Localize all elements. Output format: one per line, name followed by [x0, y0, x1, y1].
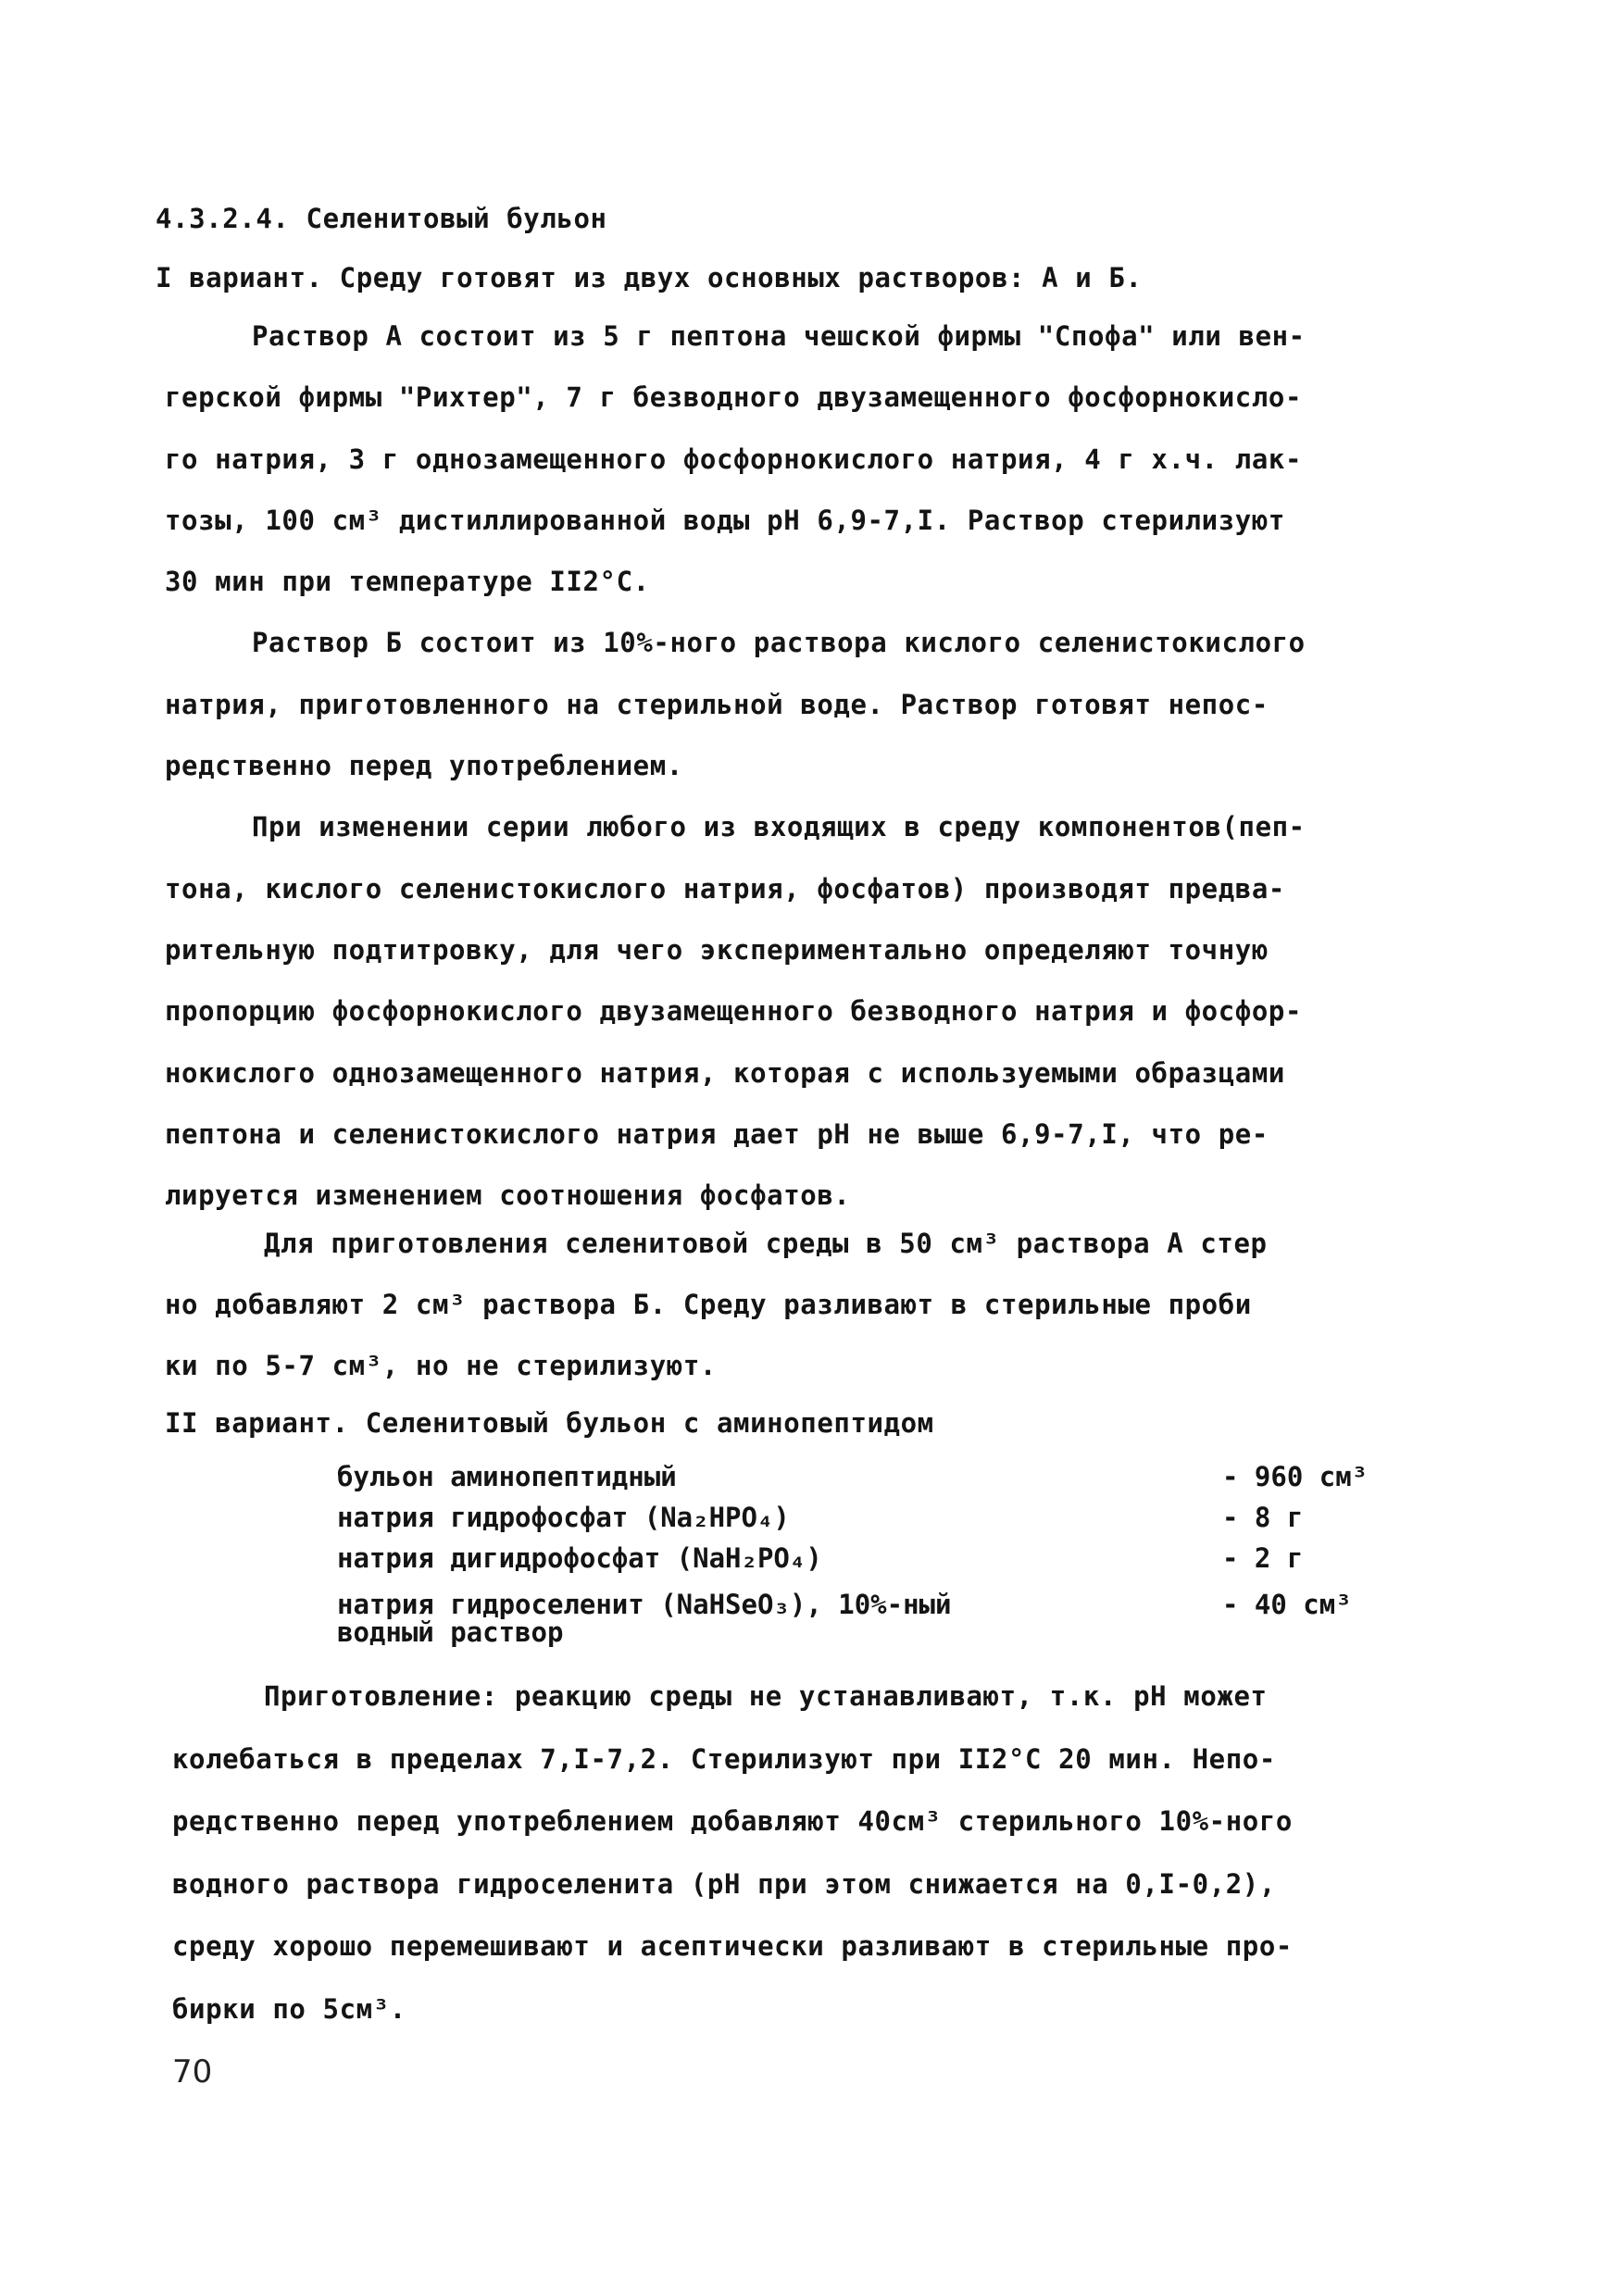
text-line: тона, кислого селенистокислого натрия, фосфатов) производят предва-: [165, 873, 1285, 905]
recipe-ingredient: натрия гидроселенит (NaHSeO₃), 10%-ный: [337, 1589, 952, 1620]
text-line: натрия, приготовленного на стерильной воде. Раствор готовят непос-: [165, 689, 1269, 720]
text-line: лируется изменением соотношения фосфатов.: [165, 1179, 851, 1211]
text-line: герской фирмы "Рихтер", 7 г безводного двузамещенного фосфорнокисло-: [165, 381, 1303, 413]
text-line: пептона и селенистокислого натрия дает рН не выше 6,9-7,I, что ре-: [165, 1118, 1269, 1150]
page-number: 70: [172, 2053, 213, 2090]
recipe-ingredient: натрия дигидрофосфат (NaH₂PO₄): [337, 1542, 822, 1574]
text-line: нокислого однозамещенного натрия, которая с используемыми образцами: [165, 1057, 1285, 1089]
text-line: го натрия, 3 г однозамещенного фосфорнокислого натрия, 4 г х.ч. лак-: [165, 443, 1303, 475]
text-line: но добавляют 2 см³ раствора Б. Среду разливают в стерильные проби: [165, 1289, 1252, 1320]
recipe-amount: - 8 г: [1222, 1502, 1304, 1533]
text-line: среду хорошо перемешивают и асептически разливают в стерильные про-: [172, 1930, 1293, 1962]
variant-1-line: I вариант. Среду готовят из двух основных растворов: А и Б.: [156, 262, 1143, 293]
text-line: бирки по 5см³.: [172, 1993, 406, 2025]
recipe-ingredient: бульон аминопептидный: [337, 1461, 677, 1492]
text-line: Раствор Б состоит из 10%-ного раствора кислого селенистокислого: [252, 627, 1306, 658]
recipe-ingredient-continued: водный раствор: [337, 1616, 564, 1648]
text-line: Для приготовления селенитовой среды в 50 см³ раствора А стер: [264, 1228, 1268, 1259]
recipe-amount: - 2 г: [1222, 1542, 1304, 1574]
text-line: редственно перед употреблением.: [165, 750, 683, 781]
text-line: пропорцию фосфорнокислого двузамещенного безводного натрия и фосфор-: [165, 995, 1303, 1027]
text-line: водного раствора гидроселенита (рН при этом снижается на 0,I-0,2),: [172, 1868, 1276, 1900]
text-line: Раствор А состоит из 5 г пептона чешской фирмы "Спофа" или вен-: [252, 320, 1306, 352]
text-line: редственно перед употреблением добавляют 40см³ стерильного 10%-ного: [172, 1805, 1293, 1837]
variant-2-line: II вариант. Селенитовый бульон с аминопептидом: [165, 1407, 934, 1439]
text-line: При изменении серии любого из входящих в среду компонентов(пеп-: [252, 811, 1306, 842]
recipe-ingredient: натрия гидрофосфат (Na₂HPO₄): [337, 1502, 790, 1533]
text-line: рительную подтитровку, для чего экспериментально определяют точную: [165, 934, 1269, 966]
recipe-amount: - 960 см³: [1222, 1461, 1369, 1492]
recipe-amount: - 40 см³: [1222, 1589, 1352, 1620]
section-heading: 4.3.2.4. Селенитовый бульон: [156, 203, 607, 234]
text-line: колебаться в пределах 7,I-7,2. Стерилизуют при II2°С 20 мин. Непо-: [172, 1743, 1276, 1775]
text-line: 30 мин при температуре II2°С.: [165, 566, 650, 597]
text-line: Приготовление: реакцию среды не устанавливают, т.к. рН может: [264, 1680, 1268, 1712]
text-line: тозы, 100 см³ дистиллированной воды рН 6,9-7,I. Раствор стерилизуют: [165, 505, 1285, 536]
text-line: ки по 5-7 см³, но не стерилизуют.: [165, 1350, 717, 1381]
